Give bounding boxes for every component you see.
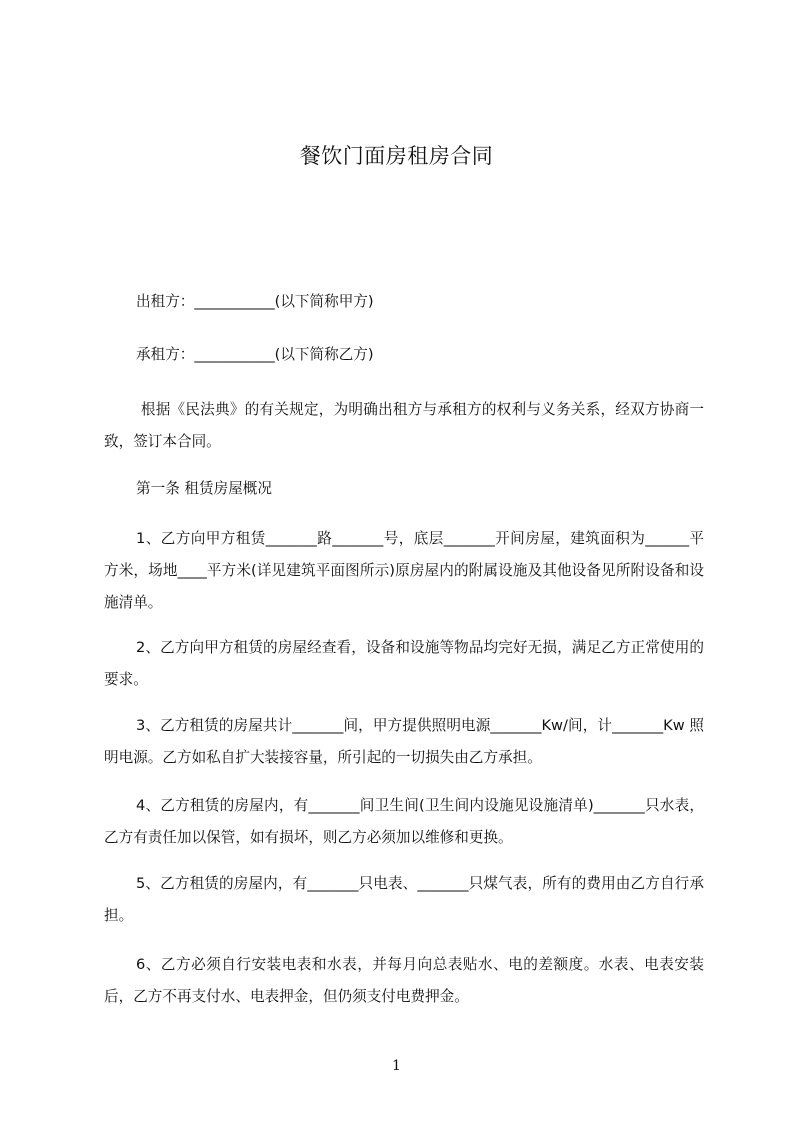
preamble-paragraph: 根据《民法典》的有关规定，为明确出租方与承租方的权利与义务关系，经双方协商一致，签订本合同。	[104, 401, 704, 450]
page-number: 1	[392, 1058, 401, 1074]
clause-paragraph: 1、乙方向甲方租赁_______路_______号，底层_______开间房屋，建筑面积为______平方米，场地____平方米(详见建筑平面图所示)原房屋内的附属设施及其他设备见所附设备和设施清单。	[104, 530, 704, 611]
clause-paragraph: 3、乙方租赁的房屋共计_______间，甲方提供照明电源_______Kw/间，计_______Kw 照明电源。乙方如私自扩大装接容量，所引起的一切损失由乙方承担。	[104, 717, 704, 766]
lessee-line: 承租方：___________(以下简称乙方)	[136, 346, 374, 363]
article-1-heading: 第一条 租赁房屋概况	[136, 480, 272, 497]
clause-paragraph: 2、乙方向甲方租赁的房屋经查看，设备和设施等物品均完好无损，满足乙方正常使用的要求。	[104, 639, 704, 688]
clause-paragraph: 5、乙方租赁的房屋内，有_______只电表、_______只煤气表，所有的费用由乙方自行承担。	[104, 875, 704, 924]
lessor-line: 出租方：___________(以下简称甲方)	[136, 293, 374, 310]
clause-paragraph: 4、乙方租赁的房屋内，有_______间卫生间(卫生间内设施见设施清单)_______只水表，乙方有责任加以保管，如有损坏，则乙方必须加以维修和更换。	[104, 797, 704, 846]
document-title: 餐饮门面房租房合同	[299, 144, 494, 168]
clause-paragraph: 6、乙方必须自行安装电表和水表，并每月向总表贴水、电的差额度。水表、电表安装后，乙方不再支付水、电表押金，但仍须支付电费押金。	[104, 956, 704, 1005]
